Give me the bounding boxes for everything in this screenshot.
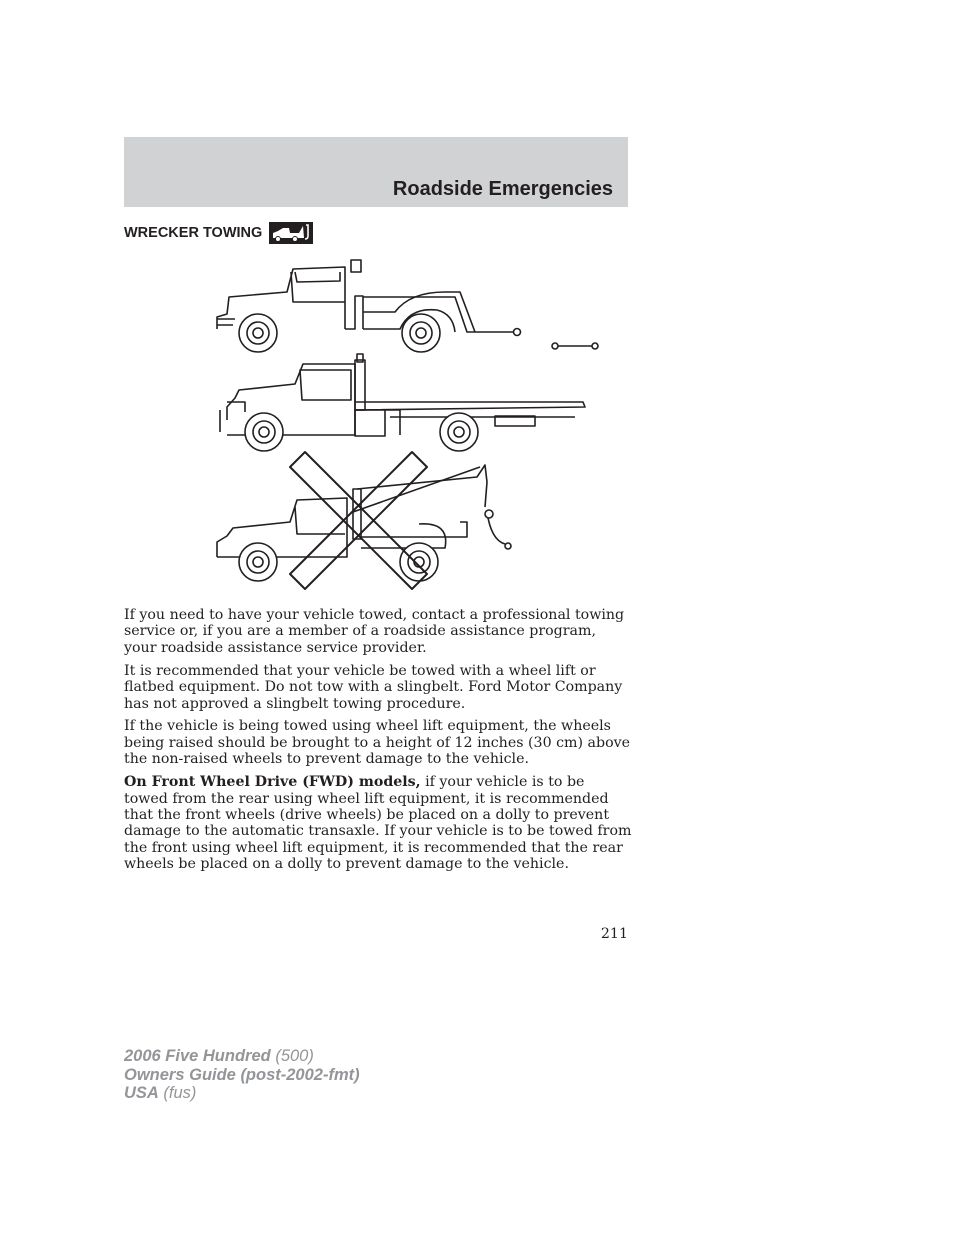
footer-guide: Owners Guide (post-2002-fmt) [124,1065,360,1084]
tow-truck-icon [269,222,313,244]
footer-region: USA [124,1084,159,1102]
paragraph-2: It is recommended that your vehicle be towed with a wheel lift or flatbed equipment. Do not tow with a slingbelt. Ford Motor Company has not approved a slingbelt towing procedure. [124,662,623,712]
footer-region-code: (fus) [158,1084,197,1102]
page-number: 211 [600,926,628,942]
paragraph-4-text: if your vehicle is to be towed from the rear using wheel lift equipment, it is recommended that the front wheels (drive wheels) be placed on a dolly to prevent damage to the automatic transaxle. If your vehicle is to be towed from the front using wheel lift equipment, it is recommended that the rear wheels be placed on a dolly to prevent damage to the vehicle. [124,774,632,873]
footer-model: 2006 Five Hundred [124,1047,271,1065]
footer [124,1047,360,1103]
paragraph-1: If you need to have your vehicle towed, contact a professional towing service or, if you are a member of a roadside assistance program, your roadside assistance service provider. [124,607,625,656]
footer-model-code: (500) [270,1047,314,1065]
footer-line-3 [124,1084,360,1103]
footer-line-2 [124,1066,360,1085]
section-heading [124,221,313,245]
wheel-lift-truck [217,260,598,352]
section-heading-text: WRECKER TOWING [124,225,263,241]
paragraph-3: If the vehicle is being towed using wheel lift equipment, the wheels being raised should be brought to a height of 12 inches (30 cm) above the non-raised wheels to prevent damage to the vehicle. [124,718,631,768]
body-text [124,607,632,879]
flatbed-truck [220,354,585,451]
header-title: Roadside Emergencies [392,178,613,200]
towing-illustration [205,252,615,592]
paragraph-4 [124,774,632,872]
footer-line-1 [124,1047,360,1066]
slingbelt-truck [217,465,511,581]
header-band [124,137,628,207]
fwd-models-label: On Front Wheel Drive (FWD) models, [124,774,421,791]
